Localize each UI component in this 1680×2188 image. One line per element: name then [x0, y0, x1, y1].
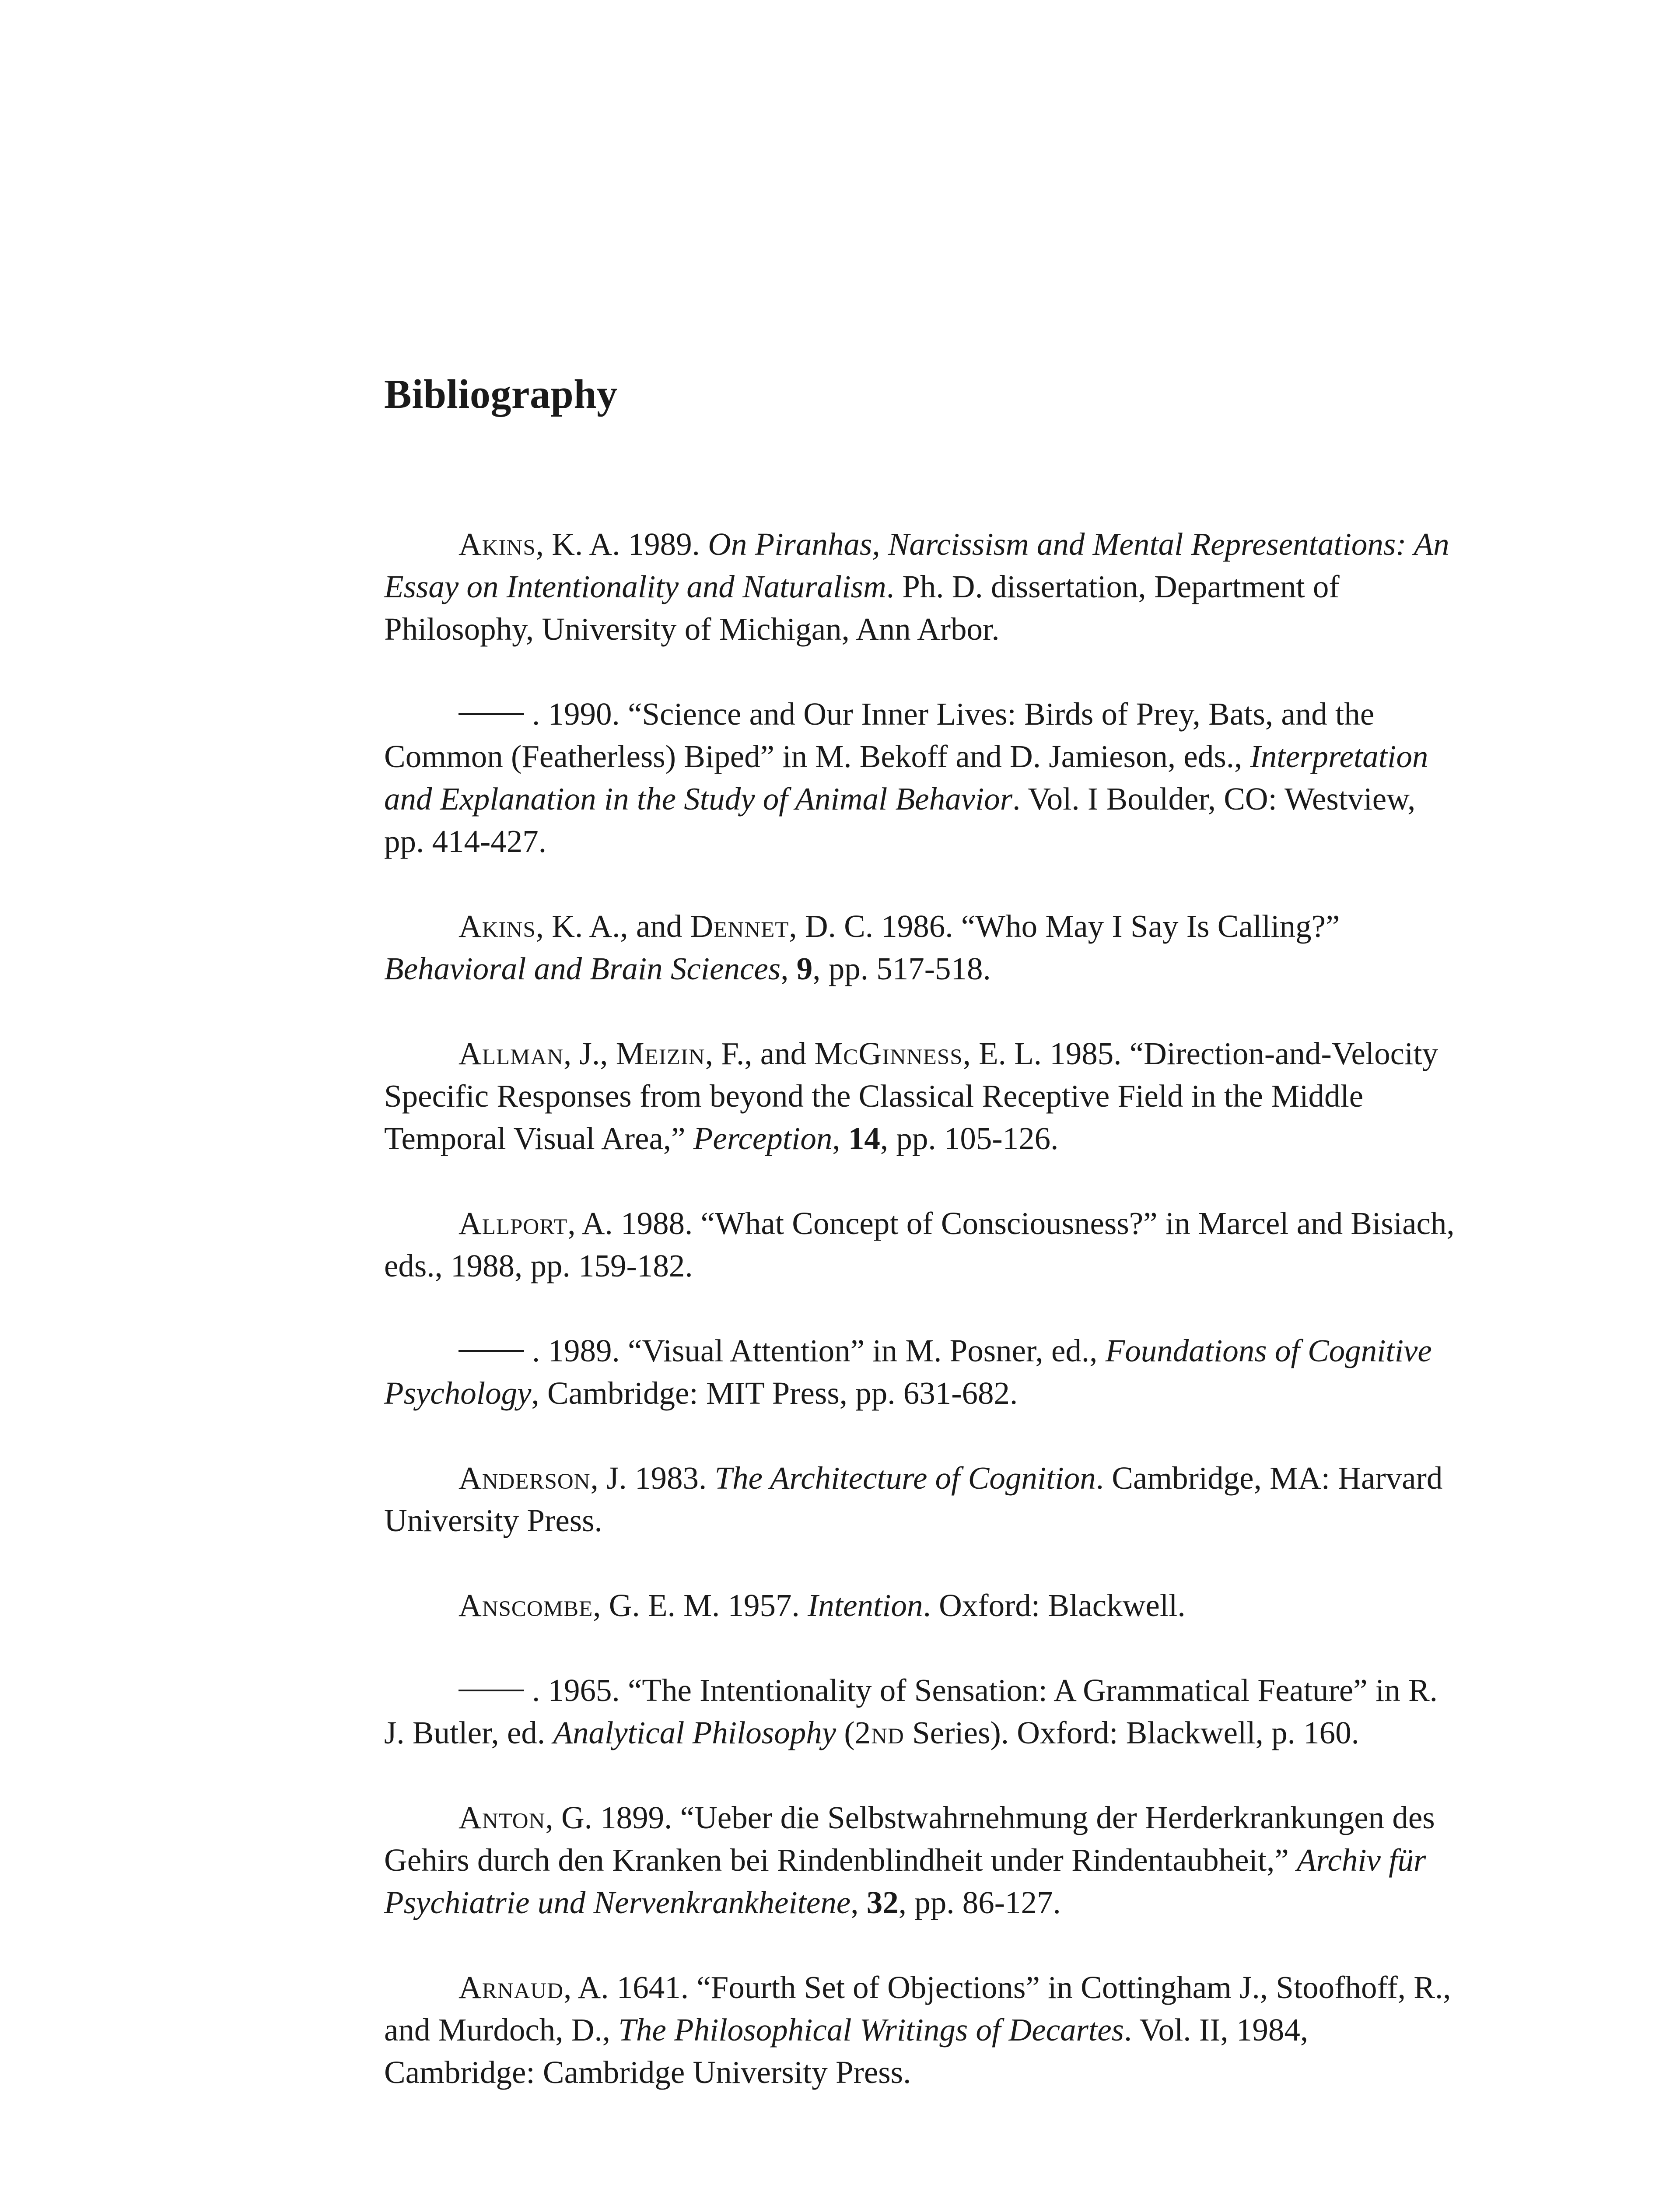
entry-author: Allport: [458, 1206, 568, 1241]
entry-title: On Piranhas, Narcissism and Mental Representations: An Essay on Intentionality and Naturalism: [384, 526, 1449, 604]
entry-author: Akins: [458, 526, 536, 562]
entry-journal: Behavioral and Brain Sciences: [384, 951, 781, 986]
entry-text: . 1965. “The Intentionality of Sensation: A Grammatical Feature” in R. J. Butler, ed.: [384, 1673, 1438, 1750]
entry-text: ,: [832, 1121, 848, 1156]
entry-author: McGinness: [814, 1036, 963, 1071]
entry-author: Dennet: [690, 908, 789, 944]
entry-text: . Cambridge, MA: Harvard University Press.: [384, 1460, 1443, 1538]
bibliography-entry: [384, 1032, 1463, 1160]
page-heading: Bibliography: [384, 372, 618, 417]
entry-text: , D. C. 1986. “Who May I Say Is Calling?”: [789, 908, 1340, 944]
entry-text: , E. L. 1985. “Direction-and-Velocity Specific Responses from beyond the Classical Receptive Field in the Middle Temporal Visual Area,”: [384, 1036, 1438, 1156]
entry-text: . 1990. “Science and Our Inner Lives: Birds of Prey, Bats, and the Common (Featherless) Biped” in M. Bekoff and D. Jamieson, eds.,: [384, 696, 1375, 774]
entry-volume: 9: [796, 951, 813, 986]
entry-text: ,: [780, 951, 797, 986]
entry-author: Anscombe: [458, 1588, 593, 1623]
bibliography-entry: [384, 1584, 1463, 1627]
bibliography-list: [384, 523, 1463, 2136]
entry-ordinal: 2nd: [854, 1715, 904, 1750]
entry-text: , pp. 86-127.: [898, 1885, 1061, 1920]
entry-text: , F., and: [705, 1036, 815, 1071]
bibliography-entry: [384, 1457, 1463, 1542]
entry-text: , K. A., and: [536, 908, 690, 944]
entry-title: Interpretation and Explanation in the Study of Animal Behavior: [384, 739, 1428, 817]
entry-text: , A. 1988. “What Concept of Consciousness?” in Marcel and Bisiach, eds., 1988, pp. 159-182.: [384, 1206, 1455, 1283]
entry-journal: Perception: [693, 1121, 833, 1156]
entry-text: ,: [850, 1885, 867, 1920]
bibliography-entry: [384, 1329, 1463, 1414]
entry-volume: 32: [866, 1885, 899, 1920]
bibliography-entry: [384, 1202, 1463, 1287]
entry-author: Anton: [458, 1800, 546, 1835]
entry-volume: 14: [848, 1121, 880, 1156]
bibliography-entry: [384, 1669, 1463, 1754]
entry-text: , G. 1899. “Ueber die Selbstwahrnehmung der Herderkrankungen des Gehirs durch den Kranken bei Rindenblindheit under Rindentaubheit,”: [384, 1800, 1435, 1878]
entry-text: . Vol. II, 1984, Cambridge: Cambridge University Press.: [384, 2012, 1309, 2090]
entry-text: , pp. 105-126.: [880, 1121, 1059, 1156]
ditto-dash: [458, 713, 524, 715]
entry-text: , J.,: [564, 1036, 616, 1071]
entry-text: , pp. 517-518.: [812, 951, 991, 986]
entry-text: , A. 1641. “Fourth Set of Objections” in Cottingham J., Stoofhoff, R., and Murdoch, D.,: [384, 1970, 1451, 2048]
entry-text: , K. A. 1989.: [536, 526, 708, 562]
entry-text: . Ph. D. dissertation, Department of Philosophy, University of Michigan, Ann Arbor.: [384, 569, 1340, 647]
entry-text: . Oxford: Blackwell.: [923, 1588, 1186, 1623]
entry-title: Intention: [808, 1588, 923, 1623]
entry-text: (: [836, 1715, 855, 1750]
entry-title: Foundations of Cognitive Psychology: [384, 1333, 1432, 1411]
entry-title: The Philosophical Writings of Decartes: [618, 2012, 1124, 2048]
entry-text: , G. E. M. 1957.: [593, 1588, 808, 1623]
entry-text: . Vol. I Boulder, CO: Westview, pp. 414-427.: [384, 781, 1416, 859]
bibliography-entry: [384, 693, 1463, 863]
entry-title: The Architecture of Cognition: [714, 1460, 1096, 1496]
bibliography-entry: [384, 523, 1463, 650]
entry-author: Allman: [458, 1036, 564, 1071]
entry-author: Meizin: [616, 1036, 705, 1071]
entry-text: Series). Oxford: Blackwell, p. 160.: [904, 1715, 1359, 1750]
entry-text: . 1989. “Visual Attention” in M. Posner, ed.,: [532, 1333, 1106, 1368]
bibliography-entry: [384, 1966, 1463, 2093]
entry-author: Anderson: [458, 1460, 591, 1496]
entry-author: Akins: [458, 908, 536, 944]
bibliography-entry: [384, 905, 1463, 990]
entry-journal: Archiv für Psychiatrie und Nervenkrankheitene: [384, 1842, 1426, 1920]
entry-author: Arnaud: [458, 1970, 564, 2005]
bibliography-entry: [384, 1796, 1463, 1924]
ditto-dash: [458, 1690, 524, 1691]
entry-title: Analytical Philosophy: [553, 1715, 836, 1750]
entry-text: , Cambridge: MIT Press, pp. 631-682.: [531, 1375, 1018, 1411]
ditto-dash: [458, 1350, 524, 1352]
entry-text: , J. 1983.: [590, 1460, 715, 1496]
